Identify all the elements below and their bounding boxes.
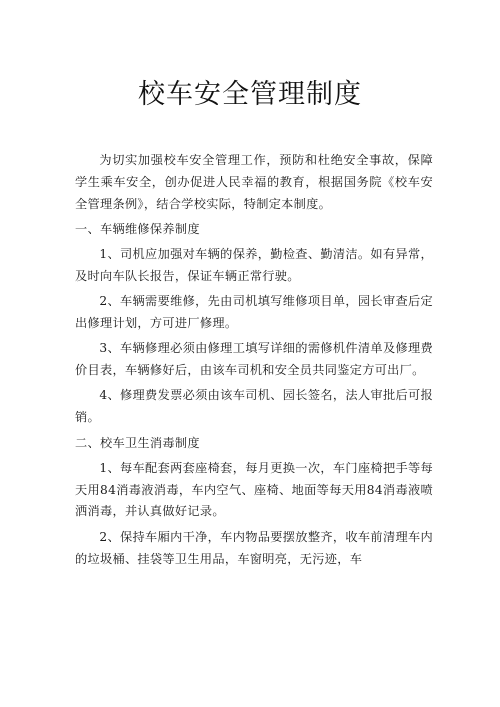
maintenance-item-3: 3、车辆修理必须由修理工填写详细的需修机件清单及修理费价目表，车辆修好后，由该车司机和安全员共同鉴定方可出厂。: [75, 341, 433, 378]
document-title: 校车安全管理制度: [138, 79, 362, 110]
maintenance-item-1: 1、司机应加强对车辆的保养，勤检查、勤清洁。如有异常，及时向车队长报告，保证车辆正常行驶。: [75, 247, 433, 283]
hygiene-item-1: 1、每车配套两套座椅套，每月更换一次，车门座椅把手等每天用84消毒液消毒，车内空气、座椅、地面等每天用84消毒液喷洒消毒，并认真做好记录。: [75, 460, 433, 519]
section-heading-hygiene: 二、校车卫生消毒制度: [75, 435, 200, 450]
maintenance-item-4: 4、修理费发票必须由该车司机、园长签名，法人审批后可报销。: [75, 388, 433, 425]
intro-paragraph: 为切实加强校车安全管理工作，预防和杜绝安全事故，保障学生乘车安全，创办促进人民幸福的教育，根据国务院《校车安全管理条例》，结合学校实际，特制定本制度。: [75, 153, 433, 211]
section-heading-maintenance: 一、车辆维修保养制度: [75, 221, 200, 236]
hygiene-item-2: 2、保持车厢内干净，车内物品要摆放整齐，收车前清理车内的垃圾桶、挂袋等卫生用品，车窗明亮，无污迹，车: [75, 529, 433, 566]
document-body: [75, 150, 433, 574]
maintenance-item-2: 2、车辆需要维修，先由司机填写维修项目单，园长审查后定出修理计划，方可进厂修理。: [75, 294, 433, 331]
